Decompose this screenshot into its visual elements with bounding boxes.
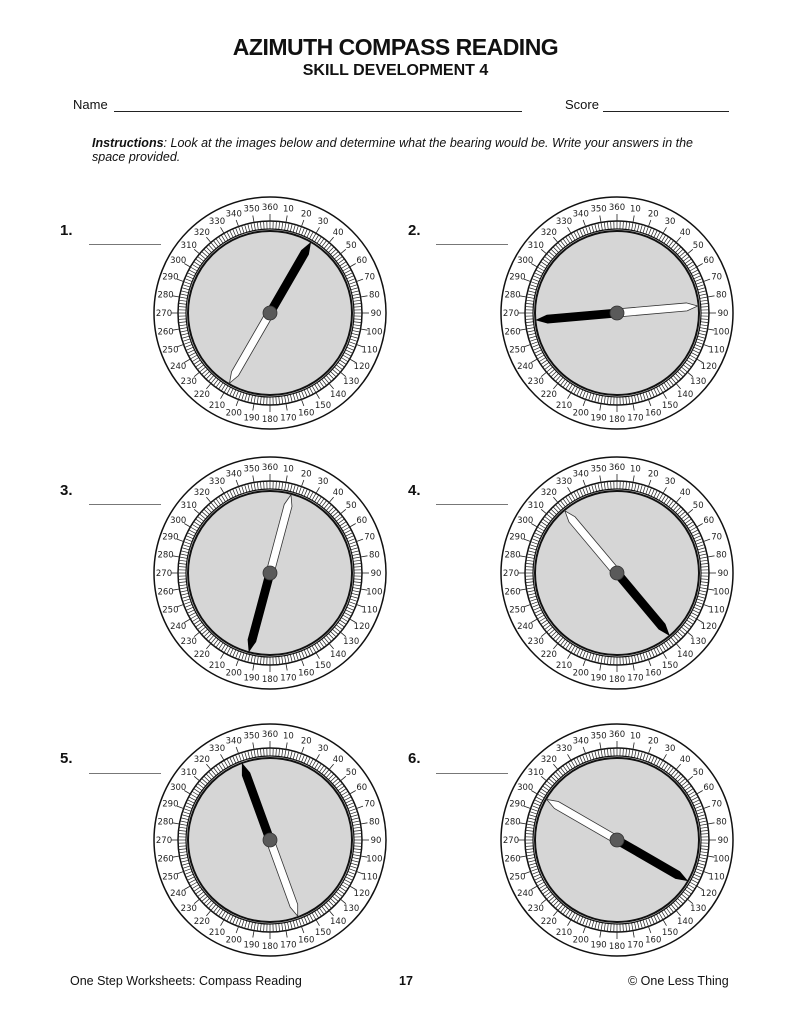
svg-text:150: 150 bbox=[661, 400, 679, 411]
svg-text:270: 270 bbox=[155, 309, 173, 319]
svg-text:350: 350 bbox=[590, 731, 607, 742]
svg-text:140: 140 bbox=[677, 650, 694, 661]
svg-text:320: 320 bbox=[193, 227, 210, 238]
svg-text:180: 180 bbox=[261, 415, 279, 425]
svg-text:20: 20 bbox=[300, 736, 312, 747]
svg-text:260: 260 bbox=[157, 327, 174, 338]
svg-text:10: 10 bbox=[629, 731, 641, 742]
svg-text:210: 210 bbox=[555, 400, 573, 411]
svg-text:250: 250 bbox=[509, 872, 526, 883]
svg-text:240: 240 bbox=[170, 889, 187, 899]
svg-text:20: 20 bbox=[647, 469, 659, 480]
svg-text:150: 150 bbox=[661, 660, 679, 671]
svg-text:330: 330 bbox=[208, 744, 226, 755]
svg-text:180: 180 bbox=[261, 675, 279, 685]
svg-text:310: 310 bbox=[527, 767, 544, 778]
svg-text:210: 210 bbox=[208, 400, 226, 411]
svg-text:90: 90 bbox=[370, 309, 382, 319]
svg-text:240: 240 bbox=[170, 362, 187, 372]
svg-text:120: 120 bbox=[353, 889, 370, 899]
svg-text:90: 90 bbox=[717, 836, 729, 846]
svg-text:220: 220 bbox=[540, 917, 557, 928]
svg-text:310: 310 bbox=[180, 767, 197, 778]
svg-text:300: 300 bbox=[170, 783, 187, 793]
svg-text:80: 80 bbox=[715, 550, 727, 561]
svg-text:190: 190 bbox=[590, 413, 607, 424]
svg-text:290: 290 bbox=[162, 799, 179, 810]
svg-text:140: 140 bbox=[677, 390, 694, 401]
svg-text:110: 110 bbox=[361, 345, 378, 356]
svg-text:140: 140 bbox=[330, 390, 347, 401]
svg-text:210: 210 bbox=[555, 927, 573, 938]
svg-text:10: 10 bbox=[282, 731, 294, 742]
instructions-label: Instructions bbox=[92, 136, 164, 150]
svg-text:330: 330 bbox=[555, 744, 573, 755]
svg-text:160: 160 bbox=[645, 935, 662, 946]
svg-text:70: 70 bbox=[711, 272, 723, 283]
svg-text:190: 190 bbox=[243, 413, 260, 424]
svg-text:210: 210 bbox=[208, 660, 226, 671]
svg-text:360: 360 bbox=[608, 463, 626, 473]
svg-text:320: 320 bbox=[540, 754, 557, 765]
footer-left: One Step Worksheets: Compass Reading bbox=[70, 974, 302, 988]
svg-text:50: 50 bbox=[345, 767, 357, 778]
svg-text:260: 260 bbox=[504, 587, 521, 598]
score-label: Score bbox=[565, 97, 599, 112]
svg-text:30: 30 bbox=[317, 477, 329, 488]
svg-text:160: 160 bbox=[298, 668, 315, 679]
svg-text:300: 300 bbox=[170, 516, 187, 526]
footer-right: © One Less Thing bbox=[628, 974, 729, 988]
svg-text:50: 50 bbox=[345, 500, 357, 511]
svg-text:80: 80 bbox=[368, 817, 380, 828]
svg-text:270: 270 bbox=[502, 309, 520, 319]
svg-text:290: 290 bbox=[162, 272, 179, 283]
svg-text:340: 340 bbox=[225, 736, 242, 747]
svg-text:130: 130 bbox=[690, 637, 707, 648]
svg-text:30: 30 bbox=[664, 217, 676, 228]
svg-text:180: 180 bbox=[608, 415, 626, 425]
question-number: 5. bbox=[60, 750, 73, 767]
svg-text:170: 170 bbox=[627, 940, 644, 951]
svg-text:290: 290 bbox=[509, 532, 526, 543]
score-input-line[interactable] bbox=[603, 98, 729, 112]
svg-text:250: 250 bbox=[509, 605, 526, 616]
svg-text:320: 320 bbox=[540, 487, 557, 498]
svg-text:30: 30 bbox=[317, 744, 329, 755]
svg-text:20: 20 bbox=[300, 209, 312, 220]
svg-text:80: 80 bbox=[715, 817, 727, 828]
svg-text:160: 160 bbox=[645, 408, 662, 419]
svg-text:230: 230 bbox=[180, 637, 197, 648]
svg-text:160: 160 bbox=[645, 668, 662, 679]
svg-text:270: 270 bbox=[155, 569, 173, 579]
svg-text:280: 280 bbox=[157, 550, 174, 561]
svg-text:190: 190 bbox=[590, 940, 607, 951]
svg-text:180: 180 bbox=[608, 942, 626, 952]
svg-text:250: 250 bbox=[509, 345, 526, 356]
svg-text:60: 60 bbox=[356, 783, 368, 793]
svg-text:330: 330 bbox=[555, 217, 573, 228]
svg-text:240: 240 bbox=[517, 362, 534, 372]
svg-text:160: 160 bbox=[298, 935, 315, 946]
svg-text:340: 340 bbox=[572, 469, 589, 480]
svg-text:70: 70 bbox=[364, 799, 376, 810]
svg-text:90: 90 bbox=[370, 569, 382, 579]
svg-text:280: 280 bbox=[504, 550, 521, 561]
page-subtitle: SKILL DEVELOPMENT 4 bbox=[302, 62, 489, 79]
svg-text:290: 290 bbox=[509, 272, 526, 283]
svg-text:200: 200 bbox=[572, 935, 589, 946]
svg-text:250: 250 bbox=[162, 872, 179, 883]
svg-text:100: 100 bbox=[366, 587, 383, 598]
svg-text:260: 260 bbox=[504, 327, 521, 338]
compass-dial-icon bbox=[497, 193, 737, 433]
question-number: 2. bbox=[408, 222, 421, 239]
svg-text:20: 20 bbox=[647, 209, 659, 220]
svg-text:150: 150 bbox=[314, 660, 332, 671]
svg-text:290: 290 bbox=[509, 799, 526, 810]
svg-text:240: 240 bbox=[517, 622, 534, 632]
svg-text:150: 150 bbox=[314, 927, 332, 938]
svg-text:340: 340 bbox=[572, 209, 589, 220]
score-field bbox=[565, 97, 729, 112]
svg-text:200: 200 bbox=[225, 668, 242, 679]
svg-text:10: 10 bbox=[282, 464, 294, 475]
svg-text:270: 270 bbox=[155, 836, 173, 846]
svg-text:250: 250 bbox=[162, 605, 179, 616]
svg-text:80: 80 bbox=[368, 290, 380, 301]
svg-text:340: 340 bbox=[572, 736, 589, 747]
svg-text:320: 320 bbox=[540, 227, 557, 238]
svg-text:230: 230 bbox=[527, 637, 544, 648]
svg-text:250: 250 bbox=[162, 345, 179, 356]
svg-text:230: 230 bbox=[527, 904, 544, 915]
svg-text:180: 180 bbox=[261, 942, 279, 952]
svg-text:130: 130 bbox=[343, 637, 360, 648]
svg-text:50: 50 bbox=[692, 240, 704, 251]
svg-text:190: 190 bbox=[243, 673, 260, 684]
svg-text:240: 240 bbox=[517, 889, 534, 899]
svg-text:330: 330 bbox=[208, 217, 226, 228]
svg-text:60: 60 bbox=[703, 516, 715, 526]
svg-text:230: 230 bbox=[180, 904, 197, 915]
svg-text:220: 220 bbox=[540, 390, 557, 401]
svg-text:10: 10 bbox=[282, 204, 294, 215]
svg-text:300: 300 bbox=[517, 516, 534, 526]
svg-text:210: 210 bbox=[208, 927, 226, 938]
svg-text:90: 90 bbox=[717, 309, 729, 319]
svg-text:30: 30 bbox=[664, 744, 676, 755]
compass-dial-icon bbox=[497, 453, 737, 693]
svg-text:200: 200 bbox=[225, 408, 242, 419]
question-number: 1. bbox=[60, 222, 73, 239]
svg-text:90: 90 bbox=[370, 836, 382, 846]
svg-text:70: 70 bbox=[364, 532, 376, 543]
svg-text:120: 120 bbox=[700, 889, 717, 899]
svg-text:200: 200 bbox=[225, 935, 242, 946]
svg-text:170: 170 bbox=[627, 673, 644, 684]
svg-text:160: 160 bbox=[298, 408, 315, 419]
svg-text:220: 220 bbox=[540, 650, 557, 661]
svg-text:300: 300 bbox=[517, 256, 534, 266]
svg-text:360: 360 bbox=[608, 203, 626, 213]
svg-text:230: 230 bbox=[527, 377, 544, 388]
svg-text:70: 70 bbox=[711, 799, 723, 810]
svg-text:40: 40 bbox=[679, 487, 691, 498]
svg-text:100: 100 bbox=[366, 327, 383, 338]
svg-text:10: 10 bbox=[629, 204, 641, 215]
svg-text:260: 260 bbox=[157, 854, 174, 865]
svg-text:360: 360 bbox=[261, 463, 279, 473]
svg-text:30: 30 bbox=[664, 477, 676, 488]
svg-text:130: 130 bbox=[690, 377, 707, 388]
svg-text:130: 130 bbox=[343, 904, 360, 915]
svg-text:40: 40 bbox=[332, 487, 344, 498]
svg-text:20: 20 bbox=[300, 469, 312, 480]
svg-text:190: 190 bbox=[243, 940, 260, 951]
svg-text:350: 350 bbox=[590, 464, 607, 475]
svg-text:200: 200 bbox=[572, 668, 589, 679]
compass-dial-icon bbox=[150, 720, 390, 960]
svg-text:310: 310 bbox=[527, 500, 544, 511]
svg-text:80: 80 bbox=[715, 290, 727, 301]
svg-text:280: 280 bbox=[504, 290, 521, 301]
svg-text:350: 350 bbox=[590, 204, 607, 215]
svg-text:110: 110 bbox=[361, 872, 378, 883]
svg-text:330: 330 bbox=[208, 477, 226, 488]
svg-text:230: 230 bbox=[180, 377, 197, 388]
svg-text:300: 300 bbox=[517, 783, 534, 793]
svg-text:310: 310 bbox=[180, 500, 197, 511]
name-field bbox=[73, 97, 522, 112]
svg-text:120: 120 bbox=[700, 362, 717, 372]
svg-text:300: 300 bbox=[170, 256, 187, 266]
svg-text:360: 360 bbox=[261, 203, 279, 213]
svg-text:320: 320 bbox=[193, 754, 210, 765]
instructions bbox=[92, 136, 702, 164]
svg-text:70: 70 bbox=[364, 272, 376, 283]
svg-text:100: 100 bbox=[713, 854, 730, 865]
svg-text:140: 140 bbox=[330, 650, 347, 661]
question-number: 3. bbox=[60, 482, 73, 499]
svg-text:70: 70 bbox=[711, 532, 723, 543]
svg-text:140: 140 bbox=[677, 917, 694, 928]
svg-text:210: 210 bbox=[555, 660, 573, 671]
svg-text:290: 290 bbox=[162, 532, 179, 543]
svg-text:270: 270 bbox=[502, 836, 520, 846]
compass-dial-icon bbox=[150, 453, 390, 693]
svg-text:360: 360 bbox=[608, 730, 626, 740]
svg-text:40: 40 bbox=[679, 227, 691, 238]
svg-text:40: 40 bbox=[332, 754, 344, 765]
svg-text:220: 220 bbox=[193, 650, 210, 661]
svg-text:110: 110 bbox=[708, 872, 725, 883]
svg-text:320: 320 bbox=[193, 487, 210, 498]
svg-text:50: 50 bbox=[692, 767, 704, 778]
svg-text:260: 260 bbox=[157, 587, 174, 598]
svg-text:50: 50 bbox=[692, 500, 704, 511]
svg-text:120: 120 bbox=[353, 622, 370, 632]
svg-text:280: 280 bbox=[157, 290, 174, 301]
svg-text:90: 90 bbox=[717, 569, 729, 579]
svg-text:220: 220 bbox=[193, 390, 210, 401]
svg-text:170: 170 bbox=[280, 413, 297, 424]
svg-text:240: 240 bbox=[170, 622, 187, 632]
svg-text:110: 110 bbox=[708, 345, 725, 356]
svg-text:170: 170 bbox=[627, 413, 644, 424]
svg-text:280: 280 bbox=[157, 817, 174, 828]
svg-text:310: 310 bbox=[527, 240, 544, 251]
svg-text:170: 170 bbox=[280, 673, 297, 684]
svg-text:110: 110 bbox=[361, 605, 378, 616]
svg-text:360: 360 bbox=[261, 730, 279, 740]
svg-text:100: 100 bbox=[713, 587, 730, 598]
svg-text:150: 150 bbox=[314, 400, 332, 411]
svg-text:330: 330 bbox=[555, 477, 573, 488]
svg-text:350: 350 bbox=[243, 731, 260, 742]
svg-text:150: 150 bbox=[661, 927, 679, 938]
svg-text:340: 340 bbox=[225, 469, 242, 480]
svg-text:350: 350 bbox=[243, 464, 260, 475]
svg-text:130: 130 bbox=[690, 904, 707, 915]
name-label: Name bbox=[73, 97, 108, 112]
svg-text:60: 60 bbox=[356, 256, 368, 266]
svg-text:20: 20 bbox=[647, 736, 659, 747]
svg-text:110: 110 bbox=[708, 605, 725, 616]
svg-text:340: 340 bbox=[225, 209, 242, 220]
compass-dial-icon bbox=[497, 720, 737, 960]
svg-text:280: 280 bbox=[504, 817, 521, 828]
svg-text:350: 350 bbox=[243, 204, 260, 215]
question-number: 4. bbox=[408, 482, 421, 499]
svg-text:270: 270 bbox=[502, 569, 520, 579]
svg-text:260: 260 bbox=[504, 854, 521, 865]
svg-text:60: 60 bbox=[703, 256, 715, 266]
svg-text:310: 310 bbox=[180, 240, 197, 251]
svg-text:120: 120 bbox=[700, 622, 717, 632]
svg-text:170: 170 bbox=[280, 940, 297, 951]
svg-text:100: 100 bbox=[713, 327, 730, 338]
svg-text:180: 180 bbox=[608, 675, 626, 685]
svg-text:80: 80 bbox=[368, 550, 380, 561]
svg-text:140: 140 bbox=[330, 917, 347, 928]
question-number: 6. bbox=[408, 750, 421, 767]
svg-text:200: 200 bbox=[572, 408, 589, 419]
svg-text:220: 220 bbox=[193, 917, 210, 928]
name-input-line[interactable] bbox=[114, 98, 522, 112]
svg-text:40: 40 bbox=[679, 754, 691, 765]
compass-dial-icon bbox=[150, 193, 390, 433]
svg-text:60: 60 bbox=[356, 516, 368, 526]
svg-text:120: 120 bbox=[353, 362, 370, 372]
svg-text:10: 10 bbox=[629, 464, 641, 475]
page-number: 17 bbox=[399, 974, 413, 988]
svg-text:60: 60 bbox=[703, 783, 715, 793]
svg-text:100: 100 bbox=[366, 854, 383, 865]
svg-text:50: 50 bbox=[345, 240, 357, 251]
svg-text:190: 190 bbox=[590, 673, 607, 684]
svg-text:40: 40 bbox=[332, 227, 344, 238]
instructions-text: : Look at the images below and determine what the bearing would be. Write your answers in the space provided. bbox=[92, 136, 694, 164]
page-title: AZIMUTH COMPASS READING bbox=[232, 34, 559, 60]
svg-text:130: 130 bbox=[343, 377, 360, 388]
svg-text:30: 30 bbox=[317, 217, 329, 228]
